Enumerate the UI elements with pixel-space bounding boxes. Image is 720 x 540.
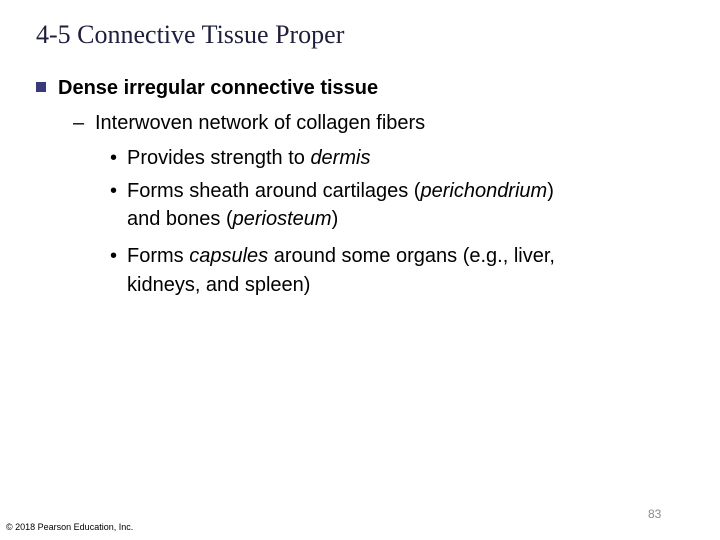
bullet-text: Forms sheath around cartilages ( bbox=[127, 180, 421, 202]
bullet-text: around some organs (e.g., liver, bbox=[268, 245, 555, 267]
bullet-text-italic: periosteum bbox=[232, 208, 332, 230]
bullet-level3-item bbox=[110, 178, 554, 204]
bullet-text: and bones ( bbox=[127, 208, 233, 230]
dot-bullet-icon: • bbox=[110, 180, 118, 202]
bullet-text: ) bbox=[331, 208, 339, 230]
bullet-level1 bbox=[36, 75, 378, 101]
bullet-level3-item bbox=[110, 145, 370, 171]
bullet-level1-text: Dense irregular connective tissue bbox=[58, 77, 379, 99]
bullet-level3-item bbox=[110, 243, 555, 269]
bullet-text-italic: perichondrium bbox=[420, 180, 548, 202]
dash-bullet-icon: – bbox=[73, 112, 85, 134]
copyright-footer: © 2018 Pearson Education, Inc. bbox=[6, 522, 134, 532]
bullet-level3-continuation bbox=[127, 206, 338, 232]
bullet-text-italic: capsules bbox=[189, 245, 269, 267]
bullet-text: Provides strength to bbox=[127, 147, 311, 169]
bullet-level2 bbox=[73, 110, 425, 136]
bullet-text: Forms bbox=[127, 245, 190, 267]
dot-bullet-icon: • bbox=[110, 245, 118, 267]
bullet-level2-text: Interwoven network of collagen fibers bbox=[95, 112, 426, 134]
slide-title: 4-5 Connective Tissue Proper bbox=[36, 20, 345, 49]
bullet-text-italic: dermis bbox=[310, 147, 371, 169]
square-bullet-icon bbox=[36, 82, 46, 92]
bullet-level3-continuation bbox=[127, 272, 310, 298]
bullet-text: ) bbox=[547, 180, 554, 202]
dot-bullet-icon: • bbox=[110, 147, 118, 169]
page-number: 83 bbox=[648, 507, 662, 521]
bullet-text: kidneys, and spleen) bbox=[127, 274, 311, 296]
